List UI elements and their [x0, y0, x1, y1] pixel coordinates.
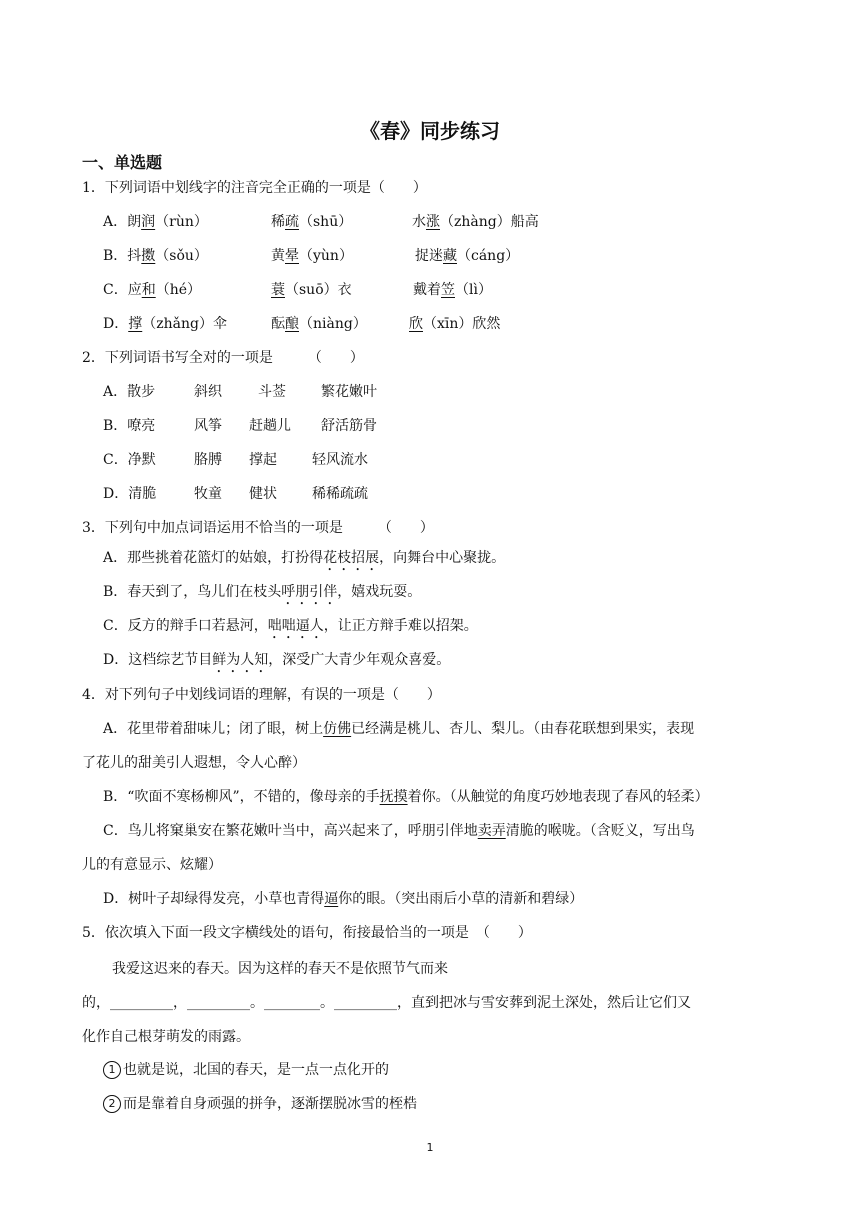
q3-option-b: [103, 582, 421, 608]
q2-d-item2: 牧童: [194, 486, 222, 502]
blank-4: _________: [334, 995, 397, 1011]
q1-c-item3: [413, 280, 492, 300]
text: 的，: [82, 995, 110, 1011]
q2-b-item1: B．嘹亮: [103, 418, 156, 434]
pinyin: （shū）: [299, 214, 353, 230]
dotted-phrase: 花枝招展: [323, 550, 380, 566]
text: ，向舞台中心聚拢。: [379, 550, 506, 566]
q1-d-item2: [271, 314, 367, 334]
text: A．那些挑着花篮灯的姑娘，打扮得: [103, 550, 324, 566]
q1-a-item3: [412, 212, 539, 232]
text: 水: [412, 214, 426, 230]
text: 戴着: [413, 282, 441, 298]
q5-choice-1: [103, 1060, 389, 1080]
q2-b-item3: 赶趟儿: [249, 418, 291, 434]
q1-c-item2: [271, 280, 352, 300]
q3-option-a: [103, 548, 505, 574]
text: 。: [250, 995, 264, 1011]
q4-stem: 4．对下列句子中划线词语的理解，有误的一项是（ ）: [82, 687, 441, 703]
q3-option-d: [103, 650, 450, 676]
q1-option-d: [103, 314, 227, 334]
text: C．鸟儿将窠巢安在繁花嫩叶当中，高兴起来了，呼朋引伴地: [103, 823, 478, 839]
underlined-char: 润: [141, 214, 156, 230]
q1-a-item2: [271, 212, 352, 232]
text: 也就是说，北国的春天，是一点一点化开的: [123, 1062, 389, 1078]
section-heading: 一、单选题: [82, 153, 163, 172]
pinyin: （lì）: [455, 282, 492, 298]
q1-option-c: [103, 280, 201, 300]
q1-b-item2: [271, 246, 353, 266]
q5-passage-line1: 我爱这迟来的春天。因为这样的春天不是依照节气而来: [112, 961, 448, 977]
text: 着你。（从触觉的角度巧妙地表现了春风的轻柔）: [407, 789, 709, 805]
text: ，直到把冰与雪安葬到泥土深处，然后让它们又: [397, 995, 691, 1011]
option-label: D．: [103, 316, 129, 332]
underlined-word: 逼: [324, 891, 339, 907]
text: ，深受广大青少年观众喜爱。: [268, 652, 451, 668]
pinyin: （xīn）欣然: [423, 316, 501, 332]
pinyin: （zhàng）船高: [440, 214, 539, 230]
underlined-word: 仿佛: [323, 721, 352, 737]
blank-3: ________: [264, 995, 320, 1011]
q5-choice-2: [103, 1094, 417, 1114]
underlined-char: 撑: [128, 316, 143, 332]
q5-passage-line2: [82, 993, 691, 1013]
underlined-char: 和: [141, 282, 156, 298]
text: ，: [173, 995, 187, 1011]
page-number: 1: [426, 1141, 434, 1154]
q2-a-item1: A．散步: [103, 384, 156, 400]
text: 朗: [127, 214, 142, 230]
pinyin: （suō）衣: [285, 282, 352, 298]
text: B．春天到了，鸟儿们在枝头: [103, 584, 282, 600]
text: ，嬉戏玩耍。: [337, 584, 422, 600]
text: 已经满是桃儿、杏儿、梨儿。（由春花联想到果实，表现: [351, 721, 695, 737]
text: 捉迷: [415, 248, 443, 264]
page-title: 《春》同步练习: [360, 119, 500, 143]
text: C．反方的辩手口若悬河，: [103, 618, 268, 634]
text: 酝: [271, 316, 285, 332]
q2-c-item2: 胳膊: [194, 452, 222, 468]
text: A．花里带着甜味儿；闭了眼，树上: [103, 721, 324, 737]
underlined-char: 涨: [426, 214, 440, 230]
text: 稀: [271, 214, 285, 230]
q2-c-item1: C．净默: [103, 452, 156, 468]
text: 而是靠着自身顽强的拼争，逐渐摆脱冰雪的桎梏: [123, 1096, 417, 1112]
pinyin: （niàng）: [299, 316, 367, 332]
option-label: B．: [103, 248, 128, 264]
pinyin: （zhǎng）伞: [142, 316, 227, 332]
underlined-char: 晕: [285, 248, 299, 264]
underlined-char: 藏: [443, 248, 457, 264]
q4-option-a-cont: 了花儿的甜美引人遐想，令人心醉）: [82, 755, 306, 771]
text: B．“吹面不寒杨柳风”，不错的，像母亲的手: [103, 789, 380, 805]
q3-stem: 3．下列句中加点词语运用不恰当的一项是 （ ）: [82, 520, 434, 536]
q4-option-c-cont: 儿的有意显示、炫耀）: [82, 857, 222, 873]
underlined-char: 擞: [141, 248, 156, 264]
q5-passage-line3: 化作自己根芽萌发的雨露。: [82, 1029, 250, 1045]
q1-option-b: [103, 246, 208, 266]
dotted-phrase: 咄咄逼人: [267, 618, 324, 634]
text: 清脆的喉咙。（含贬义，写出鸟: [505, 823, 695, 839]
q4-option-d: [103, 889, 583, 909]
q5-stem: 5．依次填入下面一段文字横线处的语句，衔接最恰当的一项是 （ ）: [82, 925, 532, 941]
q2-a-item2: 斜织: [194, 384, 222, 400]
q2-d-item4: 稀稀疏疏: [312, 486, 368, 502]
underlined-word: 抚摸: [379, 789, 408, 805]
dotted-phrase: 鲜为人知: [212, 652, 269, 668]
underlined-word: 卖弄: [477, 823, 506, 839]
q1-d-item3: [409, 314, 500, 334]
q2-a-item3: 斗莶: [258, 384, 286, 400]
q2-d-item1: D．清脆: [103, 486, 157, 502]
underlined-char: 蓑: [271, 282, 285, 298]
q2-c-item3: 撑起: [249, 452, 277, 468]
q2-c-item4: 轻风流水: [312, 452, 368, 468]
text: D．这档综艺节目: [103, 652, 213, 668]
underlined-char: 笠: [441, 282, 455, 298]
q1-stem: 1．下列词语中划线字的注音完全正确的一项是（ ）: [82, 180, 427, 196]
blank-2: _________: [187, 995, 250, 1011]
q2-b-item4: 舒活筋骨: [321, 418, 377, 434]
q3-option-c: [103, 616, 478, 642]
q2-d-item3: 健状: [249, 486, 277, 502]
pinyin: （yùn）: [299, 248, 353, 264]
text: 你的眼。（突出雨后小草的清新和碧绿）: [338, 891, 584, 907]
blank-1: _________: [110, 995, 173, 1011]
text: 抖: [127, 248, 142, 264]
q4-option-a: [103, 719, 694, 739]
option-label: A．: [103, 214, 128, 230]
text: ，让正方辩手难以招架。: [323, 618, 478, 634]
option-label: C．: [103, 282, 128, 298]
underlined-char: 疏: [285, 214, 299, 230]
pinyin: （cáng）: [457, 248, 520, 264]
circled-number: 2: [103, 1095, 121, 1113]
pinyin: （hé）: [155, 282, 202, 298]
circled-number: 1: [103, 1061, 121, 1079]
text: D．树叶子却绿得发亮，小草也青得: [103, 891, 325, 907]
underlined-char: 欣: [409, 316, 423, 332]
q4-option-c: [103, 821, 695, 841]
q2-b-item2: 风筝: [194, 418, 222, 434]
text: 。: [320, 995, 334, 1011]
q4-option-b: [103, 787, 709, 807]
dotted-phrase: 呼朋引伴: [281, 584, 338, 600]
q2-a-item4: 繁花嫩叶: [321, 384, 377, 400]
pinyin: （sǒu）: [155, 248, 208, 264]
pinyin: （rùn）: [155, 214, 208, 230]
q1-b-item3: [415, 246, 519, 266]
underlined-char: 酿: [285, 316, 299, 332]
text: 黄: [271, 248, 285, 264]
q2-stem: 2．下列词语书写全对的一项是 （ ）: [82, 350, 364, 366]
q1-option-a: [103, 212, 208, 232]
text: 应: [127, 282, 142, 298]
